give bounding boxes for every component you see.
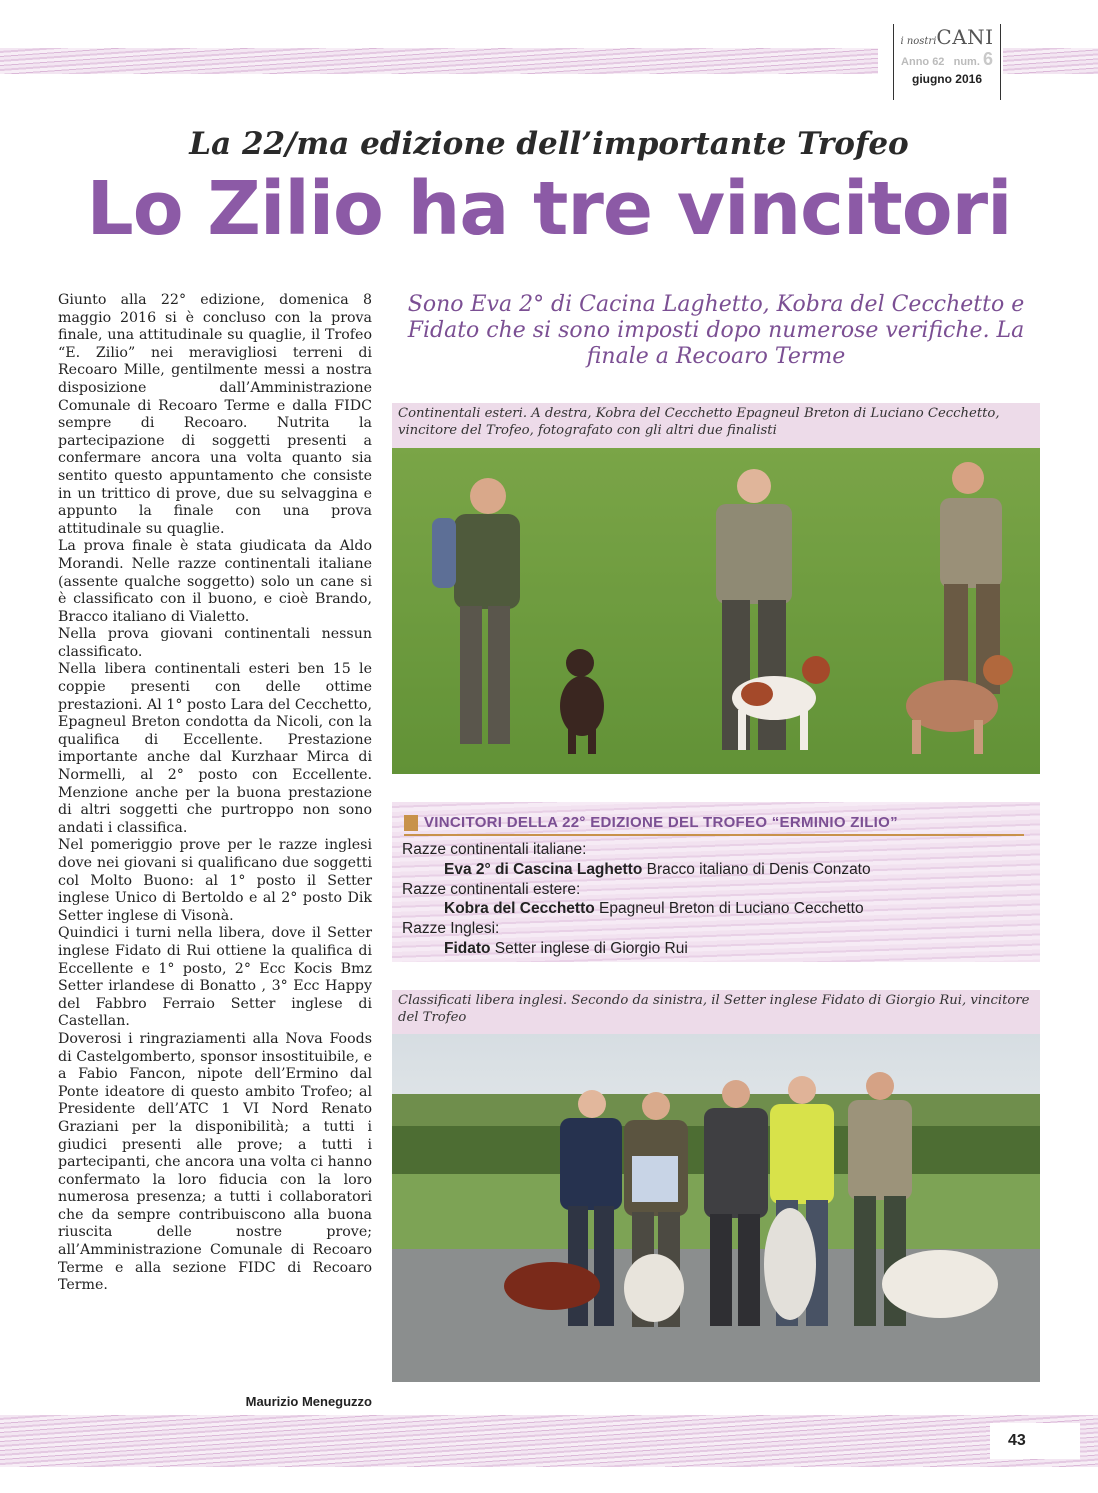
winners-box bbox=[392, 802, 1040, 962]
photo2-caption: Classificati libera inglesi. Secondo da sinistra, il Setter inglese Fidato di Giorgio Rui, vincitore del Trofeo bbox=[392, 990, 1040, 1034]
winner-category: Razze continentali italiane: bbox=[402, 841, 587, 858]
body-paragraph: Nella prova giovani continentali nessun classificato. bbox=[58, 626, 372, 660]
square-bullet-icon bbox=[404, 815, 418, 831]
winner-detail: Epagneul Breton di Luciano Cecchetto bbox=[594, 900, 864, 918]
winner-category: Razze continentali estere: bbox=[402, 880, 581, 898]
winner-dog-name: Eva 2° di Cascina Laghetto bbox=[444, 860, 643, 878]
article-headline: Lo Zilio ha tre vincitori bbox=[86, 166, 1012, 252]
page-number: 43 bbox=[990, 1423, 1080, 1459]
article-byline: Maurizio Meneguzzo bbox=[245, 1394, 372, 1409]
top-decorative-band-right bbox=[1003, 48, 1098, 74]
winner-entry bbox=[402, 939, 1032, 959]
body-paragraph: Quindici i turni nella libera, dove il Setter inglese Fidato di Rui ottiene la qualifica di Eccellente e 1° posto, 2° Ecc Kocis Bmz Setter irlandese di Bonatto , 3° Ecc Happy del Fabbro Ferraio Setter inglese di Castellan. bbox=[58, 925, 372, 1030]
masthead bbox=[893, 24, 1001, 100]
winner-entry bbox=[402, 860, 1032, 880]
winner-detail: Bracco italiano di Denis Conzato bbox=[642, 860, 871, 878]
winner-dog-name: Kobra del Cecchetto bbox=[444, 900, 595, 918]
article-kicker: La 22/ma edizione dell’importante Trofeo bbox=[189, 126, 909, 162]
body-paragraph: Doverosi i ringraziamenti alla Nova Foods di Castelgomberto, sponsor insostituibile, e a Fabio Fancon, nipote dell’Ermino dal Ponte ideatore di questo ambito Trofeo; al Presidente dell’ATC 1 VI Nord Renato Graziani per la disponibilità; a tutti i giudici presenti alle prove; a tutti i partecipanti, che ancora una volta ci hanno confermato la loro fiducia con la loro numerosa presenza; a tutti i collaboratori che da sempre contribuiscono alla buona riuscita delle nostre prove; all’Amministrazione Comunale di Recoaro Terme e alla sezione FIDC di Recoaro Terme. bbox=[58, 1030, 372, 1294]
photo-continentali-esteri bbox=[392, 448, 1040, 774]
issue-date: giugno 2016 bbox=[911, 72, 982, 86]
winners-list bbox=[402, 840, 1032, 959]
winner-dog-name: Fidato bbox=[444, 939, 491, 957]
bottom-decorative-band bbox=[0, 1415, 1098, 1467]
article-body bbox=[58, 292, 372, 1295]
photo-libera-inglesi bbox=[392, 1034, 1040, 1382]
photo1-image bbox=[392, 448, 1040, 774]
winner-entry bbox=[402, 899, 1032, 919]
body-paragraph: Nel pomeriggio prove per le razze inglesi dove nei giovani si qualificano due soggetti col Molto Buono: al 1° posto il Setter inglese Unico di Bertoldo e al 2° posto Dik Setter inglese di Visonà. bbox=[58, 837, 372, 924]
winner-detail: Setter inglese di Giorgio Rui bbox=[490, 939, 688, 957]
photo2-image bbox=[392, 1034, 1040, 1382]
body-paragraph: Nella libera continentali esteri ben 15 le coppie presenti con delle ottime prestazioni. Al 1° posto Lara del Cecchetto, Epagneul Breton condotta da Nicoli, con la qualifica di Eccellente. Prestazione importante anche dal Kurzhaar Mirca di Normelli, al 2° posto con Eccellente. Menzione anche per la buona prestazione di altri soggetti che purtroppo non sono andati i classifica. bbox=[58, 661, 372, 836]
winner-category: Razze Inglesi: bbox=[402, 920, 500, 938]
winners-title: VINCITORI DELLA 22° EDIZIONE DEL TROFEO “ERMINIO ZILIO” bbox=[424, 814, 898, 831]
dog-irish-setter bbox=[504, 1262, 600, 1310]
top-decorative-band bbox=[0, 48, 878, 74]
body-paragraph: Giunto alla 22° edizione, domenica 8 maggio 2016 si è concluso con la prova finale, una attitudinale su quaglie, il Trofeo “E. Zilio” nei meravigliosi terreni di Recoaro Mille, gentilmente messi a nostra disposizione dall’Amministrazione Comunale di Recoaro Terme e dalla FIDC sempre di Recoaro. Nutrita la partecipazione di soggetti presenti a confermare ancora una volta quanto sia sentito questo appuntamento che consiste in un trittico di prove, due su selvaggina e appunto la finale con una prova attitudinale su quaglie. bbox=[58, 292, 372, 537]
article-subtitle: Sono Eva 2° di Cacina Laghetto, Kobra del Cecchetto e Fidato che si sono imposti dopo numerose verifiche. La finale a Recoaro Terme bbox=[407, 292, 1025, 369]
winners-header bbox=[404, 812, 1024, 836]
photo1-caption: Continentali esteri. A destra, Kobra del Cecchetto Epagneul Breton di Luciano Cecchetto, vincitore del Trofeo, fotografato con gli altri due finalisti bbox=[392, 403, 1040, 448]
issue-number: Anno 62 num. 6 bbox=[901, 49, 993, 69]
magazine-logo: i nostriCANI bbox=[900, 25, 994, 49]
body-paragraph: La prova finale è stata giudicata da Aldo Morandi. Nelle razze continentali italiane (assente qualche soggetto) solo un cane si è classificato con il buono, e cioè Brando, Bracco italiano di Vialetto. bbox=[58, 538, 372, 625]
dog-english-setter-3 bbox=[882, 1250, 998, 1318]
dog-english-setter-2 bbox=[764, 1208, 816, 1320]
dog-english-setter-1 bbox=[624, 1254, 684, 1322]
